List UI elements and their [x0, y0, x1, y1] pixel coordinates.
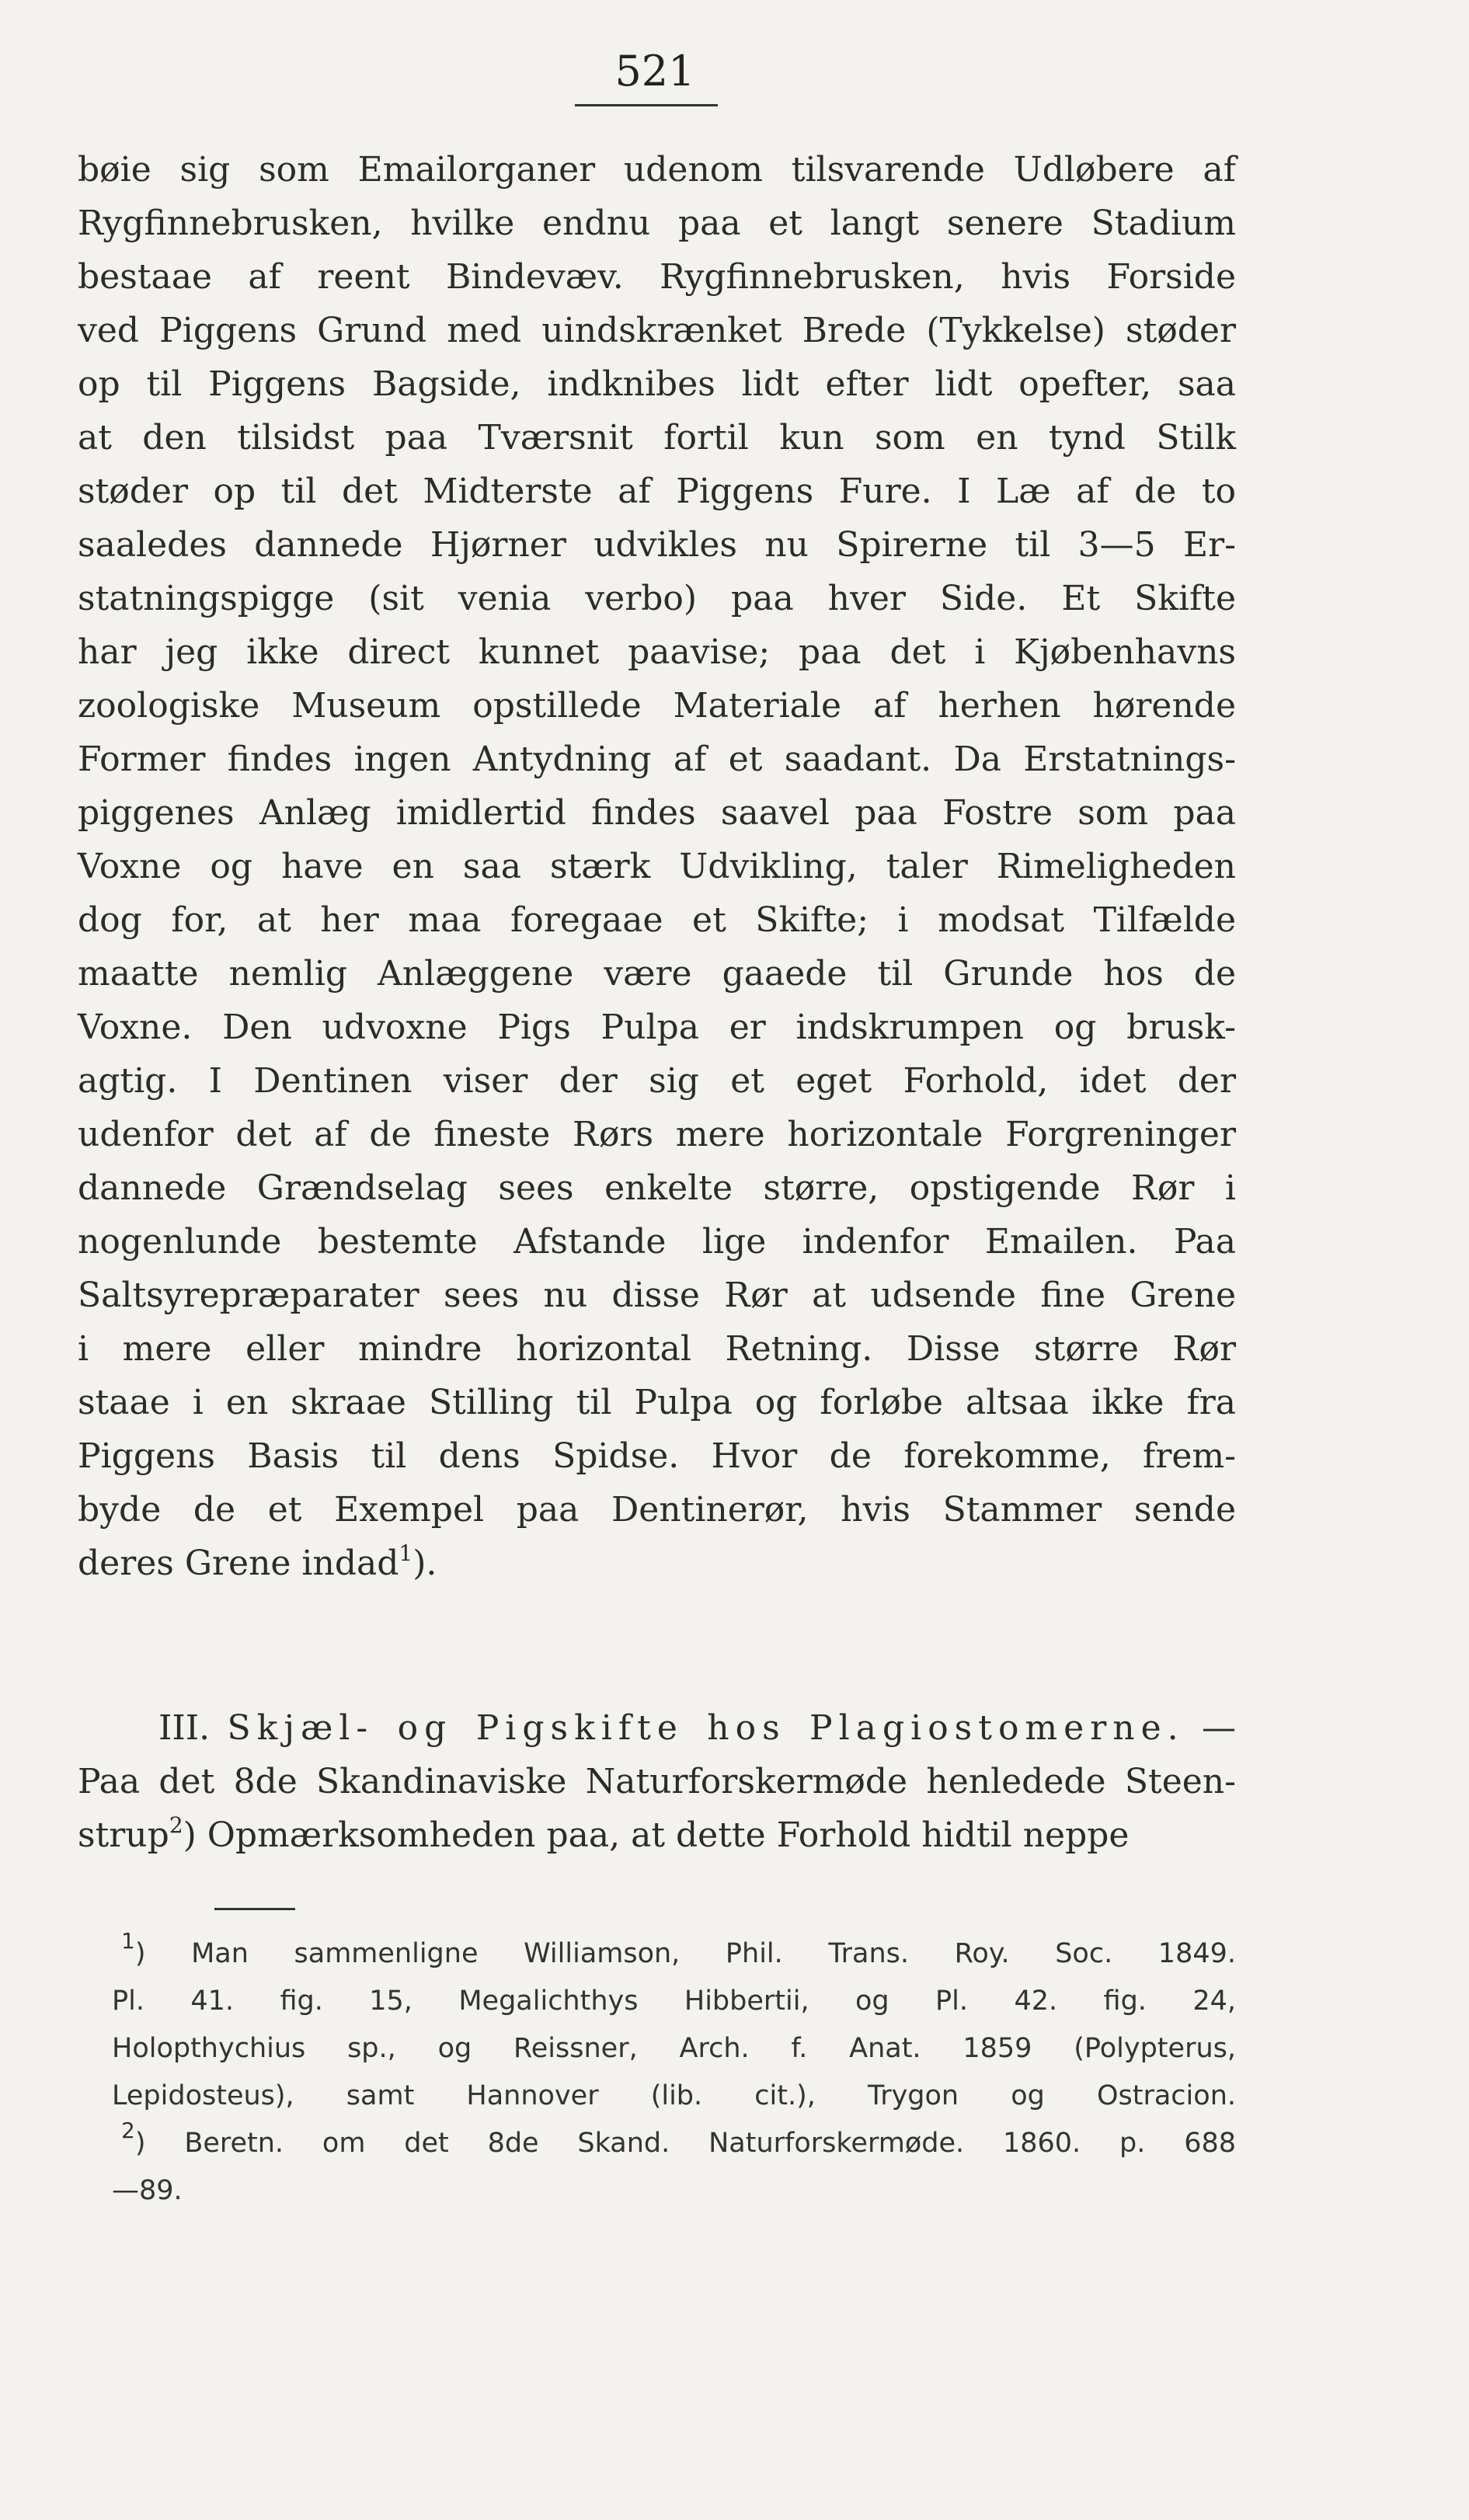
- body-line-tail: ).: [413, 1544, 437, 1583]
- section-line-text: strup: [78, 1815, 169, 1855]
- body-line: Former findes ingen Antydning af et saadant. Da Erstatnings-: [78, 740, 1236, 779]
- body-line: dog for, at her maa foregaae et Skifte; i modsat Tilfælde: [78, 900, 1236, 940]
- footnote-marker: 2: [121, 2118, 135, 2143]
- section-line: Paa det 8de Skandinaviske Naturforskermøde henledede Steen-: [78, 1762, 1236, 1801]
- body-line: maatte nemlig Anlæggene være gaaede til Grunde hos de: [78, 954, 1236, 994]
- section-numeral: III.: [158, 1708, 211, 1748]
- page-number: 521: [614, 47, 695, 96]
- section-heading: Skjæl- og Pigskifte hos Plagiostomerne.: [227, 1708, 1185, 1748]
- body-line: bestaae af reent Bindevæv. Rygfinnebrusken, hvis Forside: [78, 257, 1236, 297]
- footnote-text: ) Man sammenligne Williamson, Phil. Trans. Roy. Soc. 1849.: [134, 1938, 1236, 1969]
- body-line: op til Piggens Bagside, indknibes lidt efter lidt opefter, saa: [78, 364, 1236, 404]
- body-line-last: [78, 1538, 1236, 1589]
- body-line: agtig. I Dentinen viser der sig et eget Forhold, idet der: [78, 1061, 1236, 1101]
- footnote-line: [121, 1928, 1236, 1975]
- body-line: i mere eller mindre horizontal Retning. Disse større Rør: [78, 1329, 1236, 1369]
- section-dash: —: [1201, 1708, 1236, 1748]
- body-line: har jeg ikke direct kunnet paavise; paa det i Kjøbenhavns: [78, 632, 1236, 672]
- body-line: ved Piggens Grund med uindskrænket Brede (Tykkelse) støder: [78, 311, 1236, 350]
- body-line: dannede Grændselag sees enkelte større, opstigende Rør i: [78, 1168, 1236, 1208]
- body-line: udenfor det af de fineste Rørs mere horizontale Forgreninger: [78, 1115, 1236, 1154]
- body-line: at den tilsidst paa Tværsnit fortil kun som en tynd Stilk: [78, 418, 1236, 458]
- footnote-line: Lepidosteus), samt Hannover (lib. cit.), Trygon og Ostracion.: [112, 2080, 1236, 2111]
- body-line: nogenlunde bestemte Afstande lige indenfor Emailen. Paa: [78, 1222, 1236, 1262]
- section-heading-line: [158, 1703, 1236, 1754]
- body-line: Voxne og have en saa stærk Udvikling, taler Rimeligheden: [78, 847, 1236, 886]
- body-line: Piggens Basis til dens Spidse. Hvor de forekomme, frem-: [78, 1436, 1236, 1476]
- body-line: Voxne. Den udvoxne Pigs Pulpa er indskrumpen og brusk-: [78, 1008, 1236, 1047]
- body-line: staae i en skraae Stilling til Pulpa og forløbe altsaa ikke fra: [78, 1383, 1236, 1422]
- body-line: bøie sig som Emailorganer udenom tilsvarende Udløbere af: [78, 150, 1236, 190]
- body-line: byde de et Exempel paa Dentinerør, hvis Stammer sende: [78, 1490, 1236, 1530]
- body-line: piggenes Anlæg imidlertid findes saavel paa Fostre som paa: [78, 793, 1236, 833]
- footnote-line: —89.: [112, 2175, 183, 2206]
- page-number-rule: [575, 104, 718, 106]
- footnote-ref: 2: [169, 1812, 183, 1838]
- body-line: zoologiske Museum opstillede Materiale af herhen hørende: [78, 686, 1236, 726]
- body-line: saaledes dannede Hjørner udvikles nu Spirerne til 3—5 Er-: [78, 525, 1236, 565]
- body-line: statningspigge (sit venia verbo) paa hver Side. Et Skifte: [78, 579, 1236, 618]
- body-line-text: deres Grene indad: [78, 1544, 399, 1583]
- footnote-line: Holopthychius sp., og Reissner, Arch. f. Anat. 1859 (Polypterus,: [112, 2033, 1236, 2064]
- footnote-marker: 1: [121, 1928, 135, 1954]
- section-line-text: ) Opmærksomheden paa, at dette Forhold hidtil neppe: [183, 1815, 1130, 1855]
- footnote-line: [121, 2118, 1236, 2164]
- footnote-text: ) Beretn. om det 8de Skand. Naturforskermøde. 1860. p. 688: [134, 2128, 1236, 2159]
- footnote-rule: [214, 1908, 295, 1910]
- footnote-line: Pl. 41. fig. 15, Megalichthys Hibbertii, og Pl. 42. fig. 24,: [112, 1986, 1236, 2017]
- footnote-ref: 1: [399, 1540, 413, 1566]
- body-line: Rygfinnebrusken, hvilke endnu paa et langt senere Stadium: [78, 204, 1236, 243]
- section-line: [78, 1810, 1236, 1861]
- body-line: Saltsyrepræparater sees nu disse Rør at udsende fine Grene: [78, 1276, 1236, 1315]
- body-line: støder op til det Midterste af Piggens Fure. I Læ af de to: [78, 472, 1236, 511]
